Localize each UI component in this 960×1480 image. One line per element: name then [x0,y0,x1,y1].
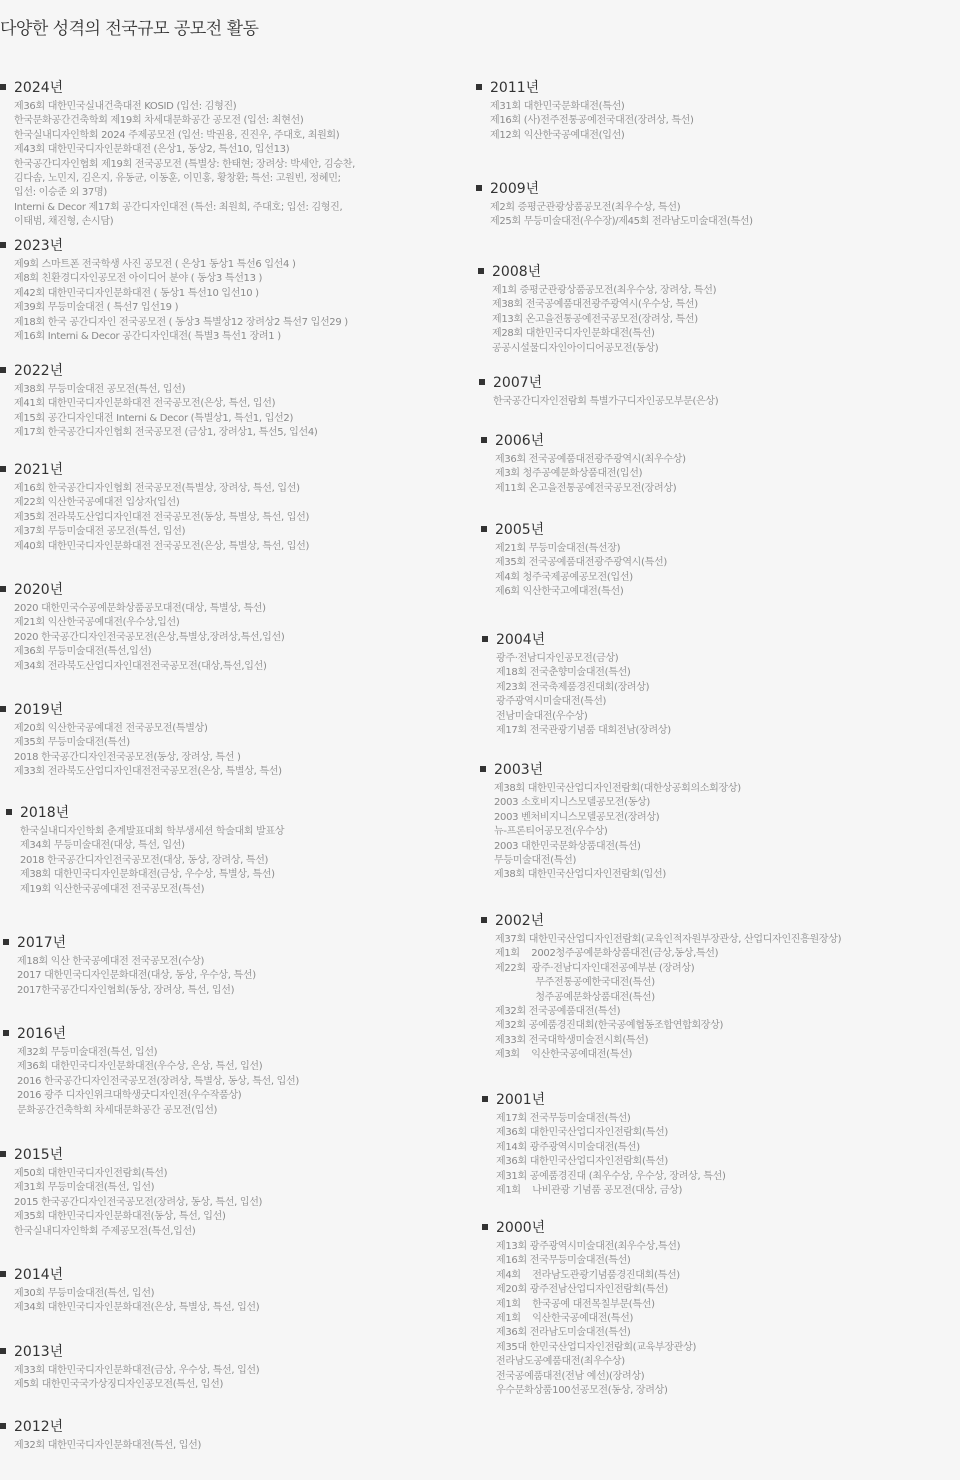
year-section-2007 [479,373,959,409]
square-bullet-icon [476,84,482,90]
award-item: Interni & Decor 제17회 공간디자인대전 (특선: 최원희, 주대호; 입선: 김형진, [14,201,343,213]
award-item: 2020 대한민국수공예문화상품공모대전(대상, 특별상, 특선) [14,603,266,614]
year-section-2020 [0,580,460,674]
year-label: 2000년 [496,1220,546,1236]
year-heading [481,911,960,929]
year-heading [0,1265,460,1283]
year-heading [3,1024,463,1042]
award-item: 제17회 전국관광기념품 대회전남(장려상) [496,725,671,737]
square-bullet-icon [481,437,487,443]
award-item: 제20회 익산한국공예대전 전국공모전(특별상) [14,723,208,734]
award-item: 한국공간디자인전람회 특별가구디자인공모부문(은상) [493,396,719,407]
year-heading [478,262,958,280]
award-list [482,1112,960,1198]
award-item: 무주전통공예한국대전(특선) [495,977,655,989]
year-label: 2004년 [496,632,546,648]
square-bullet-icon [481,917,487,923]
award-item: 제18회 한국 공간디자인 전국공모전 ( 동상3 특별상12 장려상2 특선7 입선29 ) [14,316,348,328]
year-label: 2023년 [14,238,64,254]
year-section-2003 [480,760,960,883]
award-item: 제1회 한국공예 대전목칠부문(특선) [496,1298,655,1310]
square-bullet-icon [0,706,6,712]
year-heading [482,630,960,648]
award-list [0,1167,460,1239]
award-item: 제34회 전라북도산업디자인대전전국공모전(대상,특선,입선) [14,660,267,672]
award-item: 2003 벤처비지니스모델공모전(장려상) [494,811,660,823]
award-item: 한국실내디자인학회 주제공모전(특선,입선) [14,1225,196,1237]
award-item: 2016 한국공간디자인전국공모전(장려상, 특별상, 동상, 특선, 입선) [17,1075,300,1087]
square-bullet-icon [0,242,6,248]
award-item: 제43회 대한민국디자인문화대전 (은상1, 동상2, 특선10, 입선13) [14,144,290,156]
award-item: 제41회 대한민국디자인문화대전 전국공모전(은상, 특선, 입선) [14,398,276,410]
award-item: 제16회 (사)전주전통공예전국대전(장려상, 특선) [490,115,694,127]
award-item: 2015 한국공간디자인전국공모전(장려상, 동상, 특선, 입선) [14,1196,263,1208]
award-item: 제33회 전라북도산업디자인대전전국공모전(은상, 특별상, 특선) [14,766,282,778]
award-item: 제36회 대한민국실내건축대전 KOSID (입선: 김형진) [14,101,237,112]
award-item: 2003 대한민국문화상품대전(특선) [494,840,641,852]
award-item: 제14회 광주광역시미술대전(특선) [496,1141,640,1153]
year-heading [481,431,960,449]
award-item: 제13회 광주광역시미술대전(최우수상,특선) [496,1241,681,1252]
year-heading [482,1218,960,1236]
award-list [6,825,466,897]
square-bullet-icon [482,1096,488,1102]
award-list [0,100,460,230]
square-bullet-icon [479,379,485,385]
year-heading [0,78,460,96]
award-list [482,652,960,738]
award-item: 뉴-프론티어공모전(우수상) [494,826,608,838]
year-heading [0,460,460,478]
year-section-2018 [6,803,466,897]
year-label: 2003년 [494,762,544,778]
year-section-2004 [482,630,960,738]
award-item: 제18회 익산 한국공예대전 전국공모전(수상) [17,956,205,967]
award-item: 제39회 무등미술대전 ( 특선7 입선19 ) [14,302,179,314]
award-item: 제2회 증평군관광상품공모전(최우수상, 특선) [490,202,681,213]
year-heading [481,520,960,538]
year-section-2002 [481,911,960,1063]
award-item: 제38회 전국공예품대전광주광역시(우수상, 특선) [492,299,698,311]
award-item: 제17회 한국공간디자인협회 전국공모전 (금상1, 장려상1, 특선5, 입선4) [14,427,318,439]
year-label: 2006년 [495,433,545,449]
award-item: 제40회 대한민국디자인문화대전 전국공모전(은상, 특별상, 특선, 입선) [14,540,310,552]
award-item: 제30회 무등미술대전(특선, 입선) [14,1288,155,1299]
award-item: 청주공예문화상품대전(특선) [495,991,655,1003]
award-item: 제18회 전국춘향미술대전(특선) [496,667,631,679]
year-heading [0,580,460,598]
square-bullet-icon [480,766,486,772]
year-section-2014 [0,1265,460,1316]
award-list [0,1364,460,1393]
year-heading [0,700,460,718]
award-item: 2018 한국공간디자인전국공모전(동상, 장려상, 특선 ) [14,751,241,763]
award-item: 광주·전남디자인공모전(금상) [496,653,619,664]
square-bullet-icon [482,1224,488,1230]
square-bullet-icon [6,809,12,815]
award-item: 제4회 청주국제공예공모전(입선) [495,571,633,583]
year-label: 2001년 [496,1092,546,1108]
award-list [478,284,958,356]
year-heading [6,803,466,821]
award-item: 제38회 무등미술대전 공모전(특선, 입선) [14,384,186,395]
award-item: 한국실내디자인학회 2024 주제공모전 (입선: 박권용, 진진우, 주대호, 최원회) [14,129,340,141]
year-section-2015 [0,1145,460,1239]
year-label: 2018년 [20,805,70,821]
square-bullet-icon [481,526,487,532]
year-label: 2016년 [17,1026,67,1042]
award-item: 제36회 무등미술대전(특선,입선) [14,646,152,658]
award-list [481,542,960,600]
award-item: 제35회 대한민국디자인문화대전(동상, 특선, 입선) [14,1211,226,1223]
award-item: 제36회 대한민국산업디자인전람회(특선) [496,1156,668,1168]
award-item: 제34회 무등미술대전(대상, 특선, 입선) [20,840,185,852]
award-list [0,602,460,674]
award-item: 제33회 대한민국디자인문화대전(금상, 우수상, 특선, 입선) [14,1365,260,1376]
award-item: 전남미술대전(우수상) [496,710,588,722]
year-heading [0,1145,460,1163]
award-item: 제19회 익산한국공예대전 전국공모전(특선) [20,883,205,895]
award-item: 제36회 대한민국디자인문화대전(우수상, 은상, 특선, 입선) [17,1061,263,1073]
year-heading [480,760,960,778]
award-item: 제1회 나비관광 기념품 공모전(대상, 금상) [496,1185,683,1197]
award-list [0,258,460,344]
award-item: 제34회 대한민국디자인문화대전(은상, 특별상, 특선, 입선) [14,1302,260,1314]
square-bullet-icon [0,586,6,592]
award-item: 우수문화상품100선공모전(동상, 장려상) [496,1385,668,1397]
award-item: 전국공예품대전(전남 예선)(장려상) [496,1370,645,1382]
award-item: 제17회 전국무등미술대전(특선) [496,1113,631,1124]
year-heading [0,236,460,254]
award-item: 제38회 대한민국산업디자인전람회(대한상공회의소회장상) [494,783,741,794]
award-item: 제9회 스마트폰 전국학생 사진 공모전 ( 은상1 동상1 특선6 입선4 ) [14,259,296,270]
award-item: 2003 소호비지니스모델공모전(동상) [494,797,651,809]
square-bullet-icon [0,84,6,90]
year-label: 2024년 [14,80,64,96]
award-item: 제22회 광주·전남디자인대전공예부분 (장려상) [495,962,695,974]
year-heading [0,1417,460,1435]
year-heading [0,1342,460,1360]
award-item: 제31회 대한민국문화대전(특선) [490,101,625,112]
award-item: 제1회 2002청주공예문화상품대전(금상,동상,특선) [495,948,719,960]
award-item: 제6회 익산한국고예대전(특선) [495,586,624,598]
square-bullet-icon [476,185,482,191]
square-bullet-icon [3,1030,9,1036]
award-item: 공공시설물디자인아이디어공모전(동상) [492,342,659,354]
award-list [0,722,460,780]
award-item: 김다솜, 노민지, 김은지, 유동균, 이동훈, 이민홍, 황창환; 특선: 고원빈, 정혜민; [14,173,341,185]
award-item: 제37회 대한민국산업디자인전람회(교육인적자원부장관상, 산업디자인진흥원장상) [495,934,842,945]
award-item: 2017한국공간디자인협회(동상, 장려상, 특선, 입선) [17,984,235,996]
award-item: 제23회 전국축제품경진대회(장려상) [496,681,650,693]
square-bullet-icon [3,939,9,945]
year-heading [0,361,460,379]
year-label: 2008년 [492,264,542,280]
year-label: 2021년 [14,462,64,478]
award-item: 광주광역시미술대전(특선) [496,696,607,708]
year-heading [476,78,956,96]
award-item: 문화공간건축학회 차세대문화공간 공모전(입선) [17,1104,218,1116]
award-item: 2016 광주 디자인위크대학생굿디자인전(우수작품상) [17,1090,242,1102]
award-item: 제3회 청주공예문화상품대전(입선) [495,468,643,480]
award-item: 전라남도공예품대전(최우수상) [496,1356,625,1368]
page-title: 다양한 성격의 전국규모 공모전 활동 [0,19,259,39]
award-item: 제8회 친환경디자인공모전 아이디어 분야 ( 동상3 특선13 ) [14,273,263,285]
award-item: 제31회 무등미술대전(특선, 입선) [14,1182,155,1194]
year-section-2012 [0,1417,460,1453]
award-item: 제32회 무등미술대전(특선, 입선) [17,1047,158,1058]
year-section-2008 [478,262,958,356]
award-item: 제28회 대한민국디자인문화대전(특선) [492,328,655,340]
award-item: 제5회 대한민국국가상징디자인공모전(특선, 입선) [14,1379,224,1391]
square-bullet-icon [0,466,6,472]
award-item: 제1회 증평군관광상품공모전(최우수상, 장려상, 특선) [492,285,717,296]
year-section-2024 [0,78,460,230]
year-heading [482,1090,960,1108]
award-item: 제16회 한국공간디자인협회 전국공모전(특별상, 장려상, 특선, 입선) [14,483,300,494]
square-bullet-icon [0,1423,6,1429]
year-heading [479,373,959,391]
award-item: 제37회 무등미술대전 공모전(특선, 입선) [14,526,186,538]
year-section-2019 [0,700,460,780]
award-item: 제32회 대한민국디자인문화대전(특선, 입선) [14,1440,202,1451]
award-item: 제36회 전라남도미술대전(특선) [496,1327,631,1339]
award-item: 제35회 전라북도산업디자인대전 전국공모전(동상, 특별상, 특선, 입선) [14,511,310,523]
year-section-2006 [481,431,960,496]
award-item: 제21회 익산한국공예대전(우수상,입선) [14,617,180,629]
award-item: 제33회 전국대학생미술전시회(특선) [495,1034,649,1046]
award-item: 제16회 전국무등미술대전(특선) [496,1255,631,1267]
year-label: 2005년 [495,522,545,538]
award-item: 제11회 온고을전통공예전국공모전(장려상) [495,482,677,494]
year-label: 2009년 [490,181,540,197]
square-bullet-icon [0,1348,6,1354]
year-section-2023 [0,236,460,344]
award-item: 제31회 공예품경진대 (최우수상, 우수상, 장려상, 특선) [496,1170,726,1182]
year-label: 2015년 [14,1147,64,1163]
year-section-2016 [3,1024,463,1118]
award-item: 입선: 이승준 외 37명) [14,187,107,199]
award-list [476,201,956,230]
award-list [479,395,959,409]
year-label: 2014년 [14,1267,64,1283]
year-label: 2022년 [14,363,64,379]
award-list [0,1439,460,1453]
year-section-2001 [482,1090,960,1198]
year-label: 2013년 [14,1344,64,1360]
award-list [0,1287,460,1316]
award-item: 제32회 전국공예품대전(특선) [495,1006,621,1018]
award-list [3,1046,463,1118]
award-item: 제3회 익산한국공예대전(특선) [495,1049,633,1061]
award-item: 제22회 익산한국공예대전 입상자(입선) [14,497,180,509]
award-list [482,1240,960,1398]
award-item: 제38회 대한민국디자인문화대전(금상, 우수상, 특별상, 특선) [20,869,275,881]
award-item: 제36회 전국공예품대전광주광역시(최우수상) [495,454,686,465]
award-list [481,933,960,1063]
award-list [0,482,460,554]
year-label: 2007년 [493,375,543,391]
year-section-2017 [3,933,463,998]
award-list [0,383,460,441]
year-label: 2002년 [495,913,545,929]
award-item: 무등미술대전(특선) [494,855,577,867]
award-item: 제20회 광주전남산업디자인전람회(특선) [496,1284,668,1296]
award-item: 제21회 무등미술대전(특선장) [495,543,621,554]
award-item: 제32회 공예품경진대회(한국공예협동조합연합회장상) [495,1020,724,1032]
award-item: 제36회 대한민국산업디자인전람회(특선) [496,1127,668,1139]
award-item: 이태범, 채진형, 손시담) [14,216,114,228]
award-list [476,100,956,143]
square-bullet-icon [0,1271,6,1277]
year-section-2000 [482,1218,960,1398]
award-item: 제12회 익산한국공예대전(입선) [490,129,625,141]
award-item: 한국문화공간건축학회 제19회 차세대문화공간 공모전 (입선: 최현선) [14,115,304,127]
year-label: 2019년 [14,702,64,718]
award-item: 한국실내디자인학회 춘계발표대회 학부생세션 학술대회 발표상 [20,826,285,837]
year-section-2005 [481,520,960,600]
award-item: 제13회 온고을전통공예전국공모전(장려상, 특선) [492,313,698,325]
year-section-2022 [0,361,460,441]
square-bullet-icon [0,367,6,373]
year-label: 2011년 [490,80,540,96]
award-item: 제4회 전라남도관광기념품경진대회(특선) [496,1269,680,1281]
award-list [3,955,463,998]
award-item: 제25회 무등미술대전(우수장)/제45회 전라남도미술대전(특선) [490,216,753,228]
award-item: 제35회 전국공예품대전광주광역시(특선) [495,557,667,569]
award-list [480,782,960,883]
award-item: 제35대 한민국산업디자인전람회(교육부장관상) [496,1341,697,1353]
year-label: 2017년 [17,935,67,951]
year-section-2009 [476,179,956,230]
square-bullet-icon [482,636,488,642]
year-label: 2012년 [14,1419,64,1435]
square-bullet-icon [0,1151,6,1157]
award-item: 한국공간디자인협회 제19회 전국공모전 (특별상: 한태현; 장려상: 박세안, 김승찬, [14,158,356,170]
year-heading [3,933,463,951]
award-item: 2020 한국공간디자인전국공모전(은상,특별상,장려상,특선,입선) [14,631,285,643]
award-list [481,453,960,496]
square-bullet-icon [478,268,484,274]
award-item: 제35회 무등미술대전(특선) [14,737,130,749]
year-section-2011 [476,78,956,143]
award-item: 제38회 대한민국산업디자인전람회(입선) [494,869,666,881]
award-item: 2018 한국공간디자인전국공모전(대상, 동상, 장려상, 특선) [20,854,269,866]
award-item: 제50회 대한민국디자인전람회(특선) [14,1168,168,1179]
award-item: 제1회 익산한국공예대전(특선) [496,1313,634,1325]
award-item: 2017 대한민국디자인문화대전(대상, 동상, 우수상, 특선) [17,970,256,982]
award-item: 제15회 공간디자인대전 Interni & Decor (특별상1, 특선1, 입선2) [14,412,294,424]
year-label: 2020년 [14,582,64,598]
year-heading [476,179,956,197]
award-item: 제16회 Interni & Decor 공간디자인대전( 특별3 특선1 장려1 ) [14,331,281,343]
award-item: 제42회 대한민국디자인문화대전 ( 동상1 특선10 입선10 ) [14,287,259,299]
year-section-2021 [0,460,460,554]
year-section-2013 [0,1342,460,1393]
